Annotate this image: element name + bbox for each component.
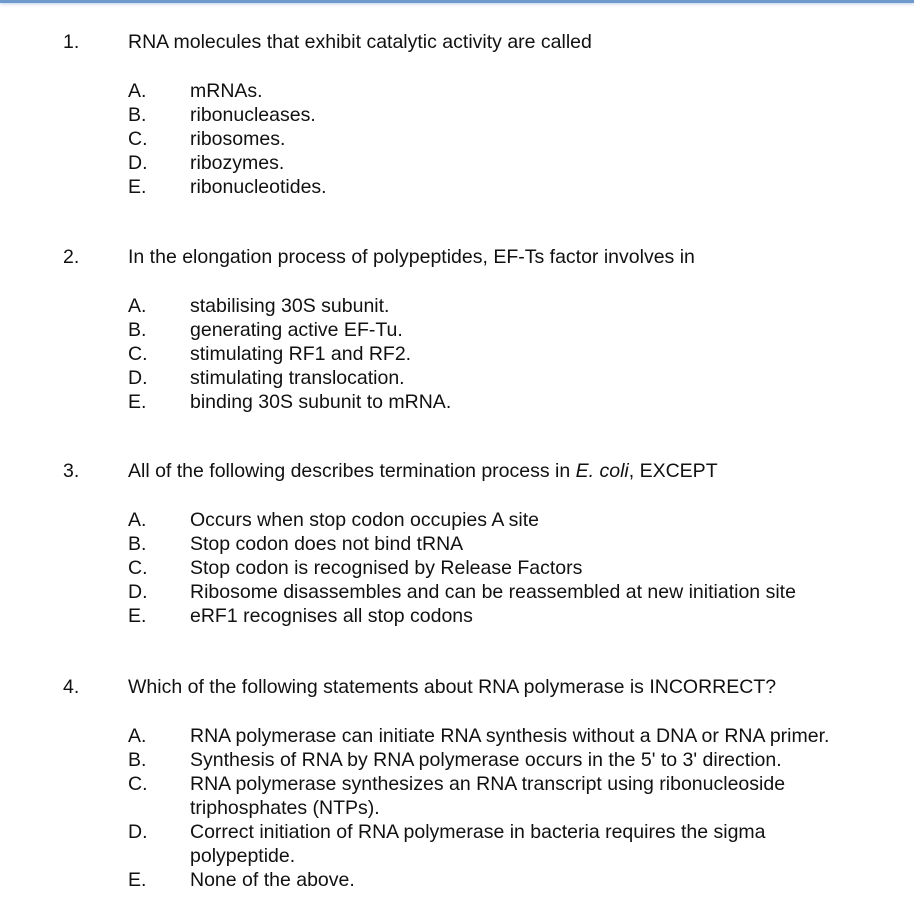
question-text: Which of the following statements about RNA polymerase is INCORRECT? xyxy=(128,676,777,698)
option-text: Ribosome disassembles and can be reassembled at new initiation site xyxy=(190,581,796,603)
option-text: binding 30S subunit to mRNA. xyxy=(190,391,452,413)
option-text: RNA polymerase can initiate RNA synthesis without a DNA or RNA primer. xyxy=(190,725,830,747)
option-letter: A. xyxy=(128,725,147,747)
option-text: None of the above. xyxy=(190,869,355,891)
option-d xyxy=(128,580,888,604)
option-c xyxy=(128,342,888,366)
option-b xyxy=(128,103,888,127)
option-a xyxy=(128,724,888,748)
question-text xyxy=(128,460,718,483)
option-text: ribozymes. xyxy=(190,152,285,174)
option-text: stabilising 30S subunit. xyxy=(190,295,390,317)
option-c xyxy=(128,556,888,580)
question-number: 4. xyxy=(63,676,80,698)
option-text: generating active EF-Tu. xyxy=(190,319,403,341)
question-number: 3. xyxy=(63,460,80,482)
option-c xyxy=(128,772,888,820)
option-text: Stop codon does not bind tRNA xyxy=(190,533,464,555)
option-letter: E. xyxy=(128,176,147,198)
option-e xyxy=(128,604,888,628)
option-text: mRNAs. xyxy=(190,80,263,102)
option-text: Correct initiation of RNA polymerase in bacteria requires the sigma polypeptide. xyxy=(190,821,766,867)
option-letter: C. xyxy=(128,557,148,579)
question-text-part: All of the following describes termination process in xyxy=(128,460,576,482)
option-letter: D. xyxy=(128,367,148,389)
option-letter: C. xyxy=(128,773,148,795)
options-list xyxy=(128,508,888,628)
page-top-border xyxy=(0,0,914,3)
question-number: 1. xyxy=(63,31,80,53)
option-letter: B. xyxy=(128,104,147,126)
option-text: ribonucleotides. xyxy=(190,176,327,198)
option-text: RNA polymerase synthesizes an RNA transcript using ribonucleoside triphosphates (NTPs). xyxy=(190,773,786,819)
option-e xyxy=(128,868,888,892)
question-text-part: , EXCEPT xyxy=(628,460,718,482)
option-letter: E. xyxy=(128,391,147,413)
option-text: ribosomes. xyxy=(190,128,286,150)
option-text: Occurs when stop codon occupies A site xyxy=(190,509,540,531)
option-d xyxy=(128,151,888,175)
options-list xyxy=(128,294,888,414)
question-text: RNA molecules that exhibit catalytic activity are called xyxy=(128,31,592,53)
option-b xyxy=(128,532,888,556)
option-text: Synthesis of RNA by RNA polymerase occurs in the 5' to 3' direction. xyxy=(190,749,782,771)
option-e xyxy=(128,390,888,414)
option-b xyxy=(128,748,888,772)
option-letter: E. xyxy=(128,869,147,891)
option-letter: E. xyxy=(128,605,147,627)
organism-name: E. coli xyxy=(575,460,629,482)
option-letter: B. xyxy=(128,319,147,341)
option-letter: A. xyxy=(128,80,147,102)
option-letter: A. xyxy=(128,509,147,531)
option-text: stimulating translocation. xyxy=(190,367,405,389)
option-letter: D. xyxy=(128,821,148,843)
option-text: stimulating RF1 and RF2. xyxy=(190,343,412,365)
option-text: eRF1 recognises all stop codons xyxy=(190,605,473,627)
option-c xyxy=(128,127,888,151)
option-text: ribonucleases. xyxy=(190,104,316,126)
option-e xyxy=(128,175,888,199)
option-text: Stop codon is recognised by Release Factors xyxy=(190,557,583,579)
option-letter: C. xyxy=(128,128,148,150)
option-letter: A. xyxy=(128,295,147,317)
option-b xyxy=(128,318,888,342)
option-letter: D. xyxy=(128,581,148,603)
option-d xyxy=(128,820,888,868)
option-letter: B. xyxy=(128,533,147,555)
option-a xyxy=(128,508,888,532)
options-list xyxy=(128,79,888,199)
option-a xyxy=(128,79,888,103)
question-number: 2. xyxy=(63,246,80,268)
option-letter: D. xyxy=(128,152,148,174)
option-letter: B. xyxy=(128,749,147,771)
options-list xyxy=(128,724,888,892)
question-text: In the elongation process of polypeptides, EF-Ts factor involves in xyxy=(128,246,695,268)
option-d xyxy=(128,366,888,390)
option-letter: C. xyxy=(128,343,148,365)
option-a xyxy=(128,294,888,318)
